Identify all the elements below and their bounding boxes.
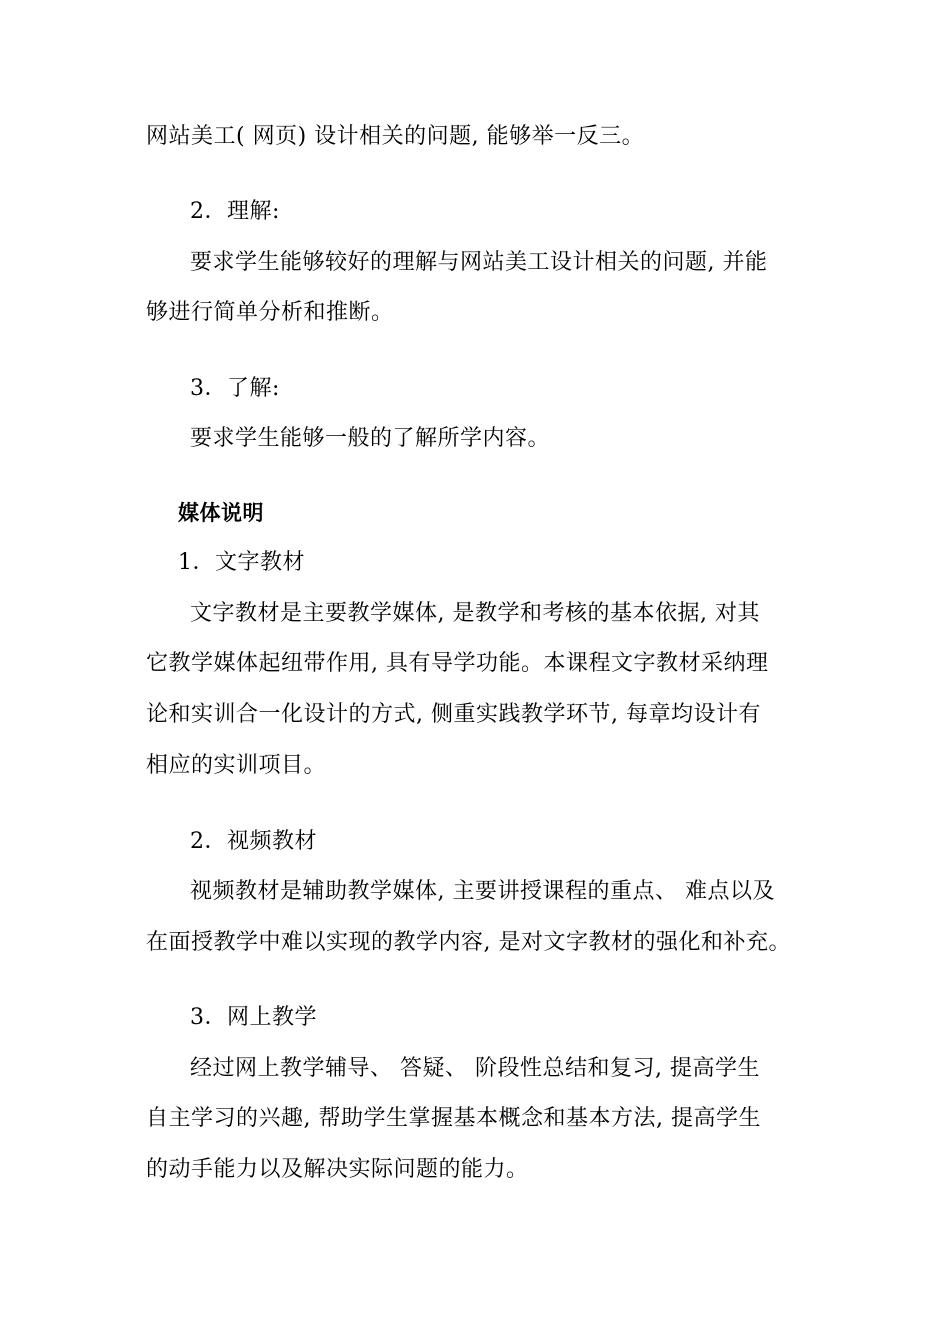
know-line-1: 要求学生能够一般的了解所学内容。: [190, 426, 551, 451]
online-teaching-line-1: 经过网上教学辅导、 答疑、 阶段性总结和复习, 提高学生: [190, 1056, 760, 1081]
know-title: 3．了解:: [190, 376, 280, 401]
online-teaching-line-2: 自主学习的兴趣, 帮助学生掌握基本概念和基本方法, 提高学生: [146, 1106, 761, 1131]
understand-title: 2．理解:: [190, 199, 280, 224]
understand-line-2: 够进行简单分析和推断。: [146, 300, 394, 325]
text-material-line-4: 相应的实训项目。: [146, 753, 327, 778]
video-material-title: 2．视频教材: [190, 829, 317, 854]
text-material-title: 1．文字教材: [178, 550, 305, 575]
online-teaching-line-3: 的动手能力以及解决实际问题的能力。: [146, 1157, 529, 1182]
text-material-line-2: 它教学媒体起纽带作用, 具有导学功能。本课程文字教材采纳理: [146, 651, 769, 676]
text-material-line-1: 文字教材是主要教学媒体, 是教学和考核的基本依据, 对其: [190, 601, 760, 626]
text-material-line-3: 论和实训合一化设计的方式, 侧重实践教学环节, 每章均设计有: [146, 702, 761, 727]
intro-line-1: 网站美工( 网页) 设计相关的问题, 能够举一反三。: [146, 124, 645, 149]
media-heading: 媒体说明: [178, 501, 264, 525]
video-material-line-1: 视频教材是辅助教学媒体, 主要讲授课程的重点、 难点以及: [190, 879, 775, 904]
online-teaching-title: 3．网上教学: [190, 1005, 317, 1030]
video-material-line-2: 在面授教学中难以实现的教学内容, 是对文字教材的强化和补充。: [146, 930, 791, 955]
understand-line-1: 要求学生能够较好的理解与网站美工设计相关的问题, 并能: [190, 250, 768, 275]
